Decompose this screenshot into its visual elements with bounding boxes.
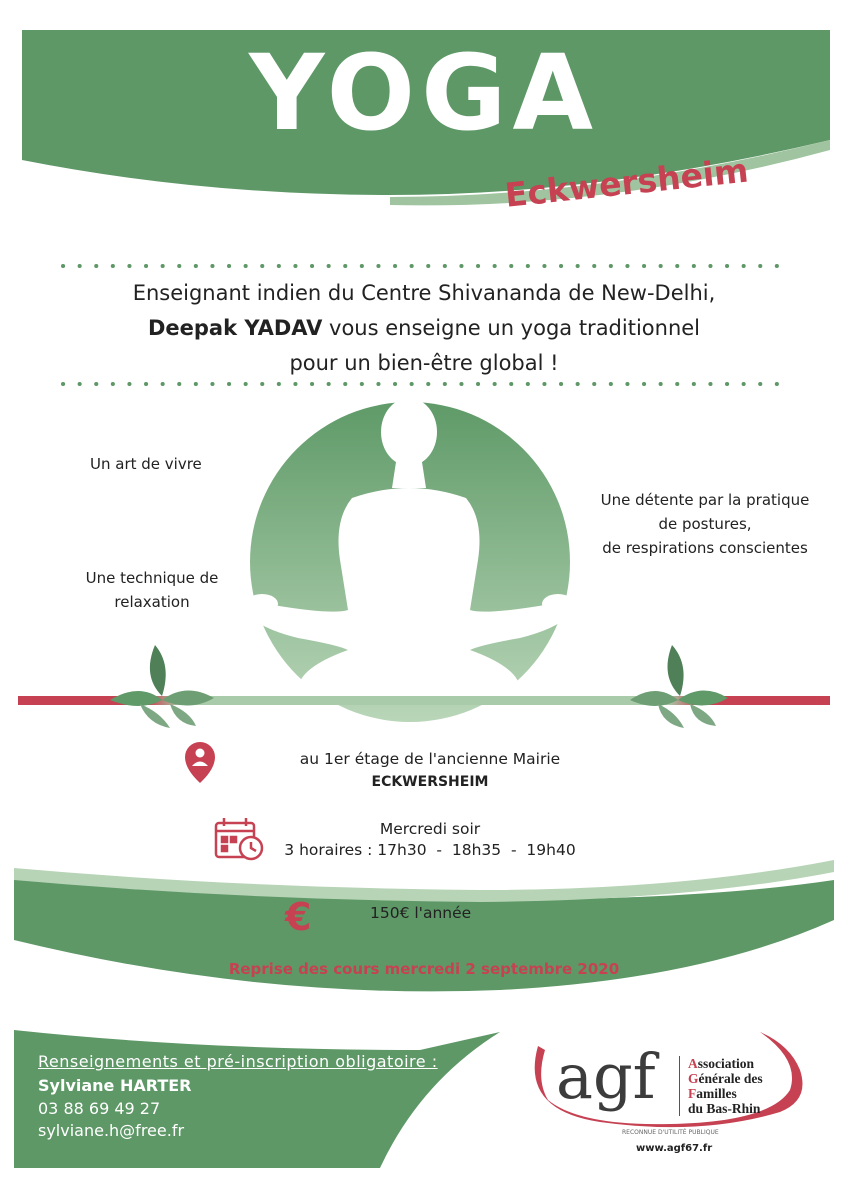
agf-logo: agf [556, 1040, 656, 1113]
price-text: 150€ l'année [370, 904, 472, 922]
feature-art: Un art de vivre [90, 455, 202, 473]
location-line2: ECKWERSHEIM [371, 774, 489, 790]
calendar-clock-icon [216, 818, 262, 859]
intro-line-2-rest: vous enseigne un yoga traditionnel [322, 316, 701, 340]
schedule-line1: Mercredi soir [379, 820, 481, 838]
intro-line-3: pour un bien-être global ! [289, 351, 559, 375]
contact-heading: Renseignements et pré-inscription obligatoire : [38, 1052, 438, 1071]
feature-detente [590, 488, 820, 560]
leaf-left-icon [110, 645, 214, 728]
intro-line-2 [0, 311, 848, 346]
location-info [270, 750, 590, 790]
teacher-name: Deepak YADAV [147, 316, 323, 340]
reprise-text: Reprise des cours mercredi 2 septembre 2020 [228, 960, 620, 978]
contact-email: sylviane.h@free.fr [38, 1121, 185, 1140]
location-pin-icon [185, 742, 215, 783]
intro-line-1: Enseignant indien du Centre Shivananda de New-Delhi, [132, 281, 716, 305]
agf-association-name: Association Générale des Familles du Bas-Rhin [688, 1056, 763, 1116]
schedule-line2: 3 horaires : 17h30 - 18h35 - 19h40 [284, 841, 576, 859]
schedule-info [270, 820, 590, 859]
page-title: YOGA [249, 32, 599, 154]
feature-technique-line2: relaxation [114, 593, 190, 611]
agf-separator [679, 1056, 680, 1116]
dotted-divider-top [60, 262, 790, 270]
euro-icon: € [285, 895, 312, 939]
agf-tagline: RECONNUE D'UTILITÉ PUBLIQUE [622, 1129, 719, 1136]
feature-detente-line2: de postures, [658, 515, 752, 533]
leaf-right-icon [630, 645, 728, 728]
location-line1: au 1er étage de l'ancienne Mairie [299, 750, 561, 768]
contact-name: Sylviane HARTER [38, 1076, 192, 1095]
feature-detente-line3: de respirations conscientes [602, 539, 808, 557]
feature-detente-line1: Une détente par la pratique [600, 491, 810, 509]
feature-technique-line1: Une technique de [85, 569, 219, 587]
page-subtitle: Eckwersheim [502, 150, 751, 215]
dotted-divider-bottom [60, 380, 790, 388]
feature-technique [72, 566, 232, 614]
agf-website-link[interactable]: www.agf67.fr [636, 1143, 713, 1154]
contact-phone: 03 88 69 49 27 [38, 1099, 161, 1118]
